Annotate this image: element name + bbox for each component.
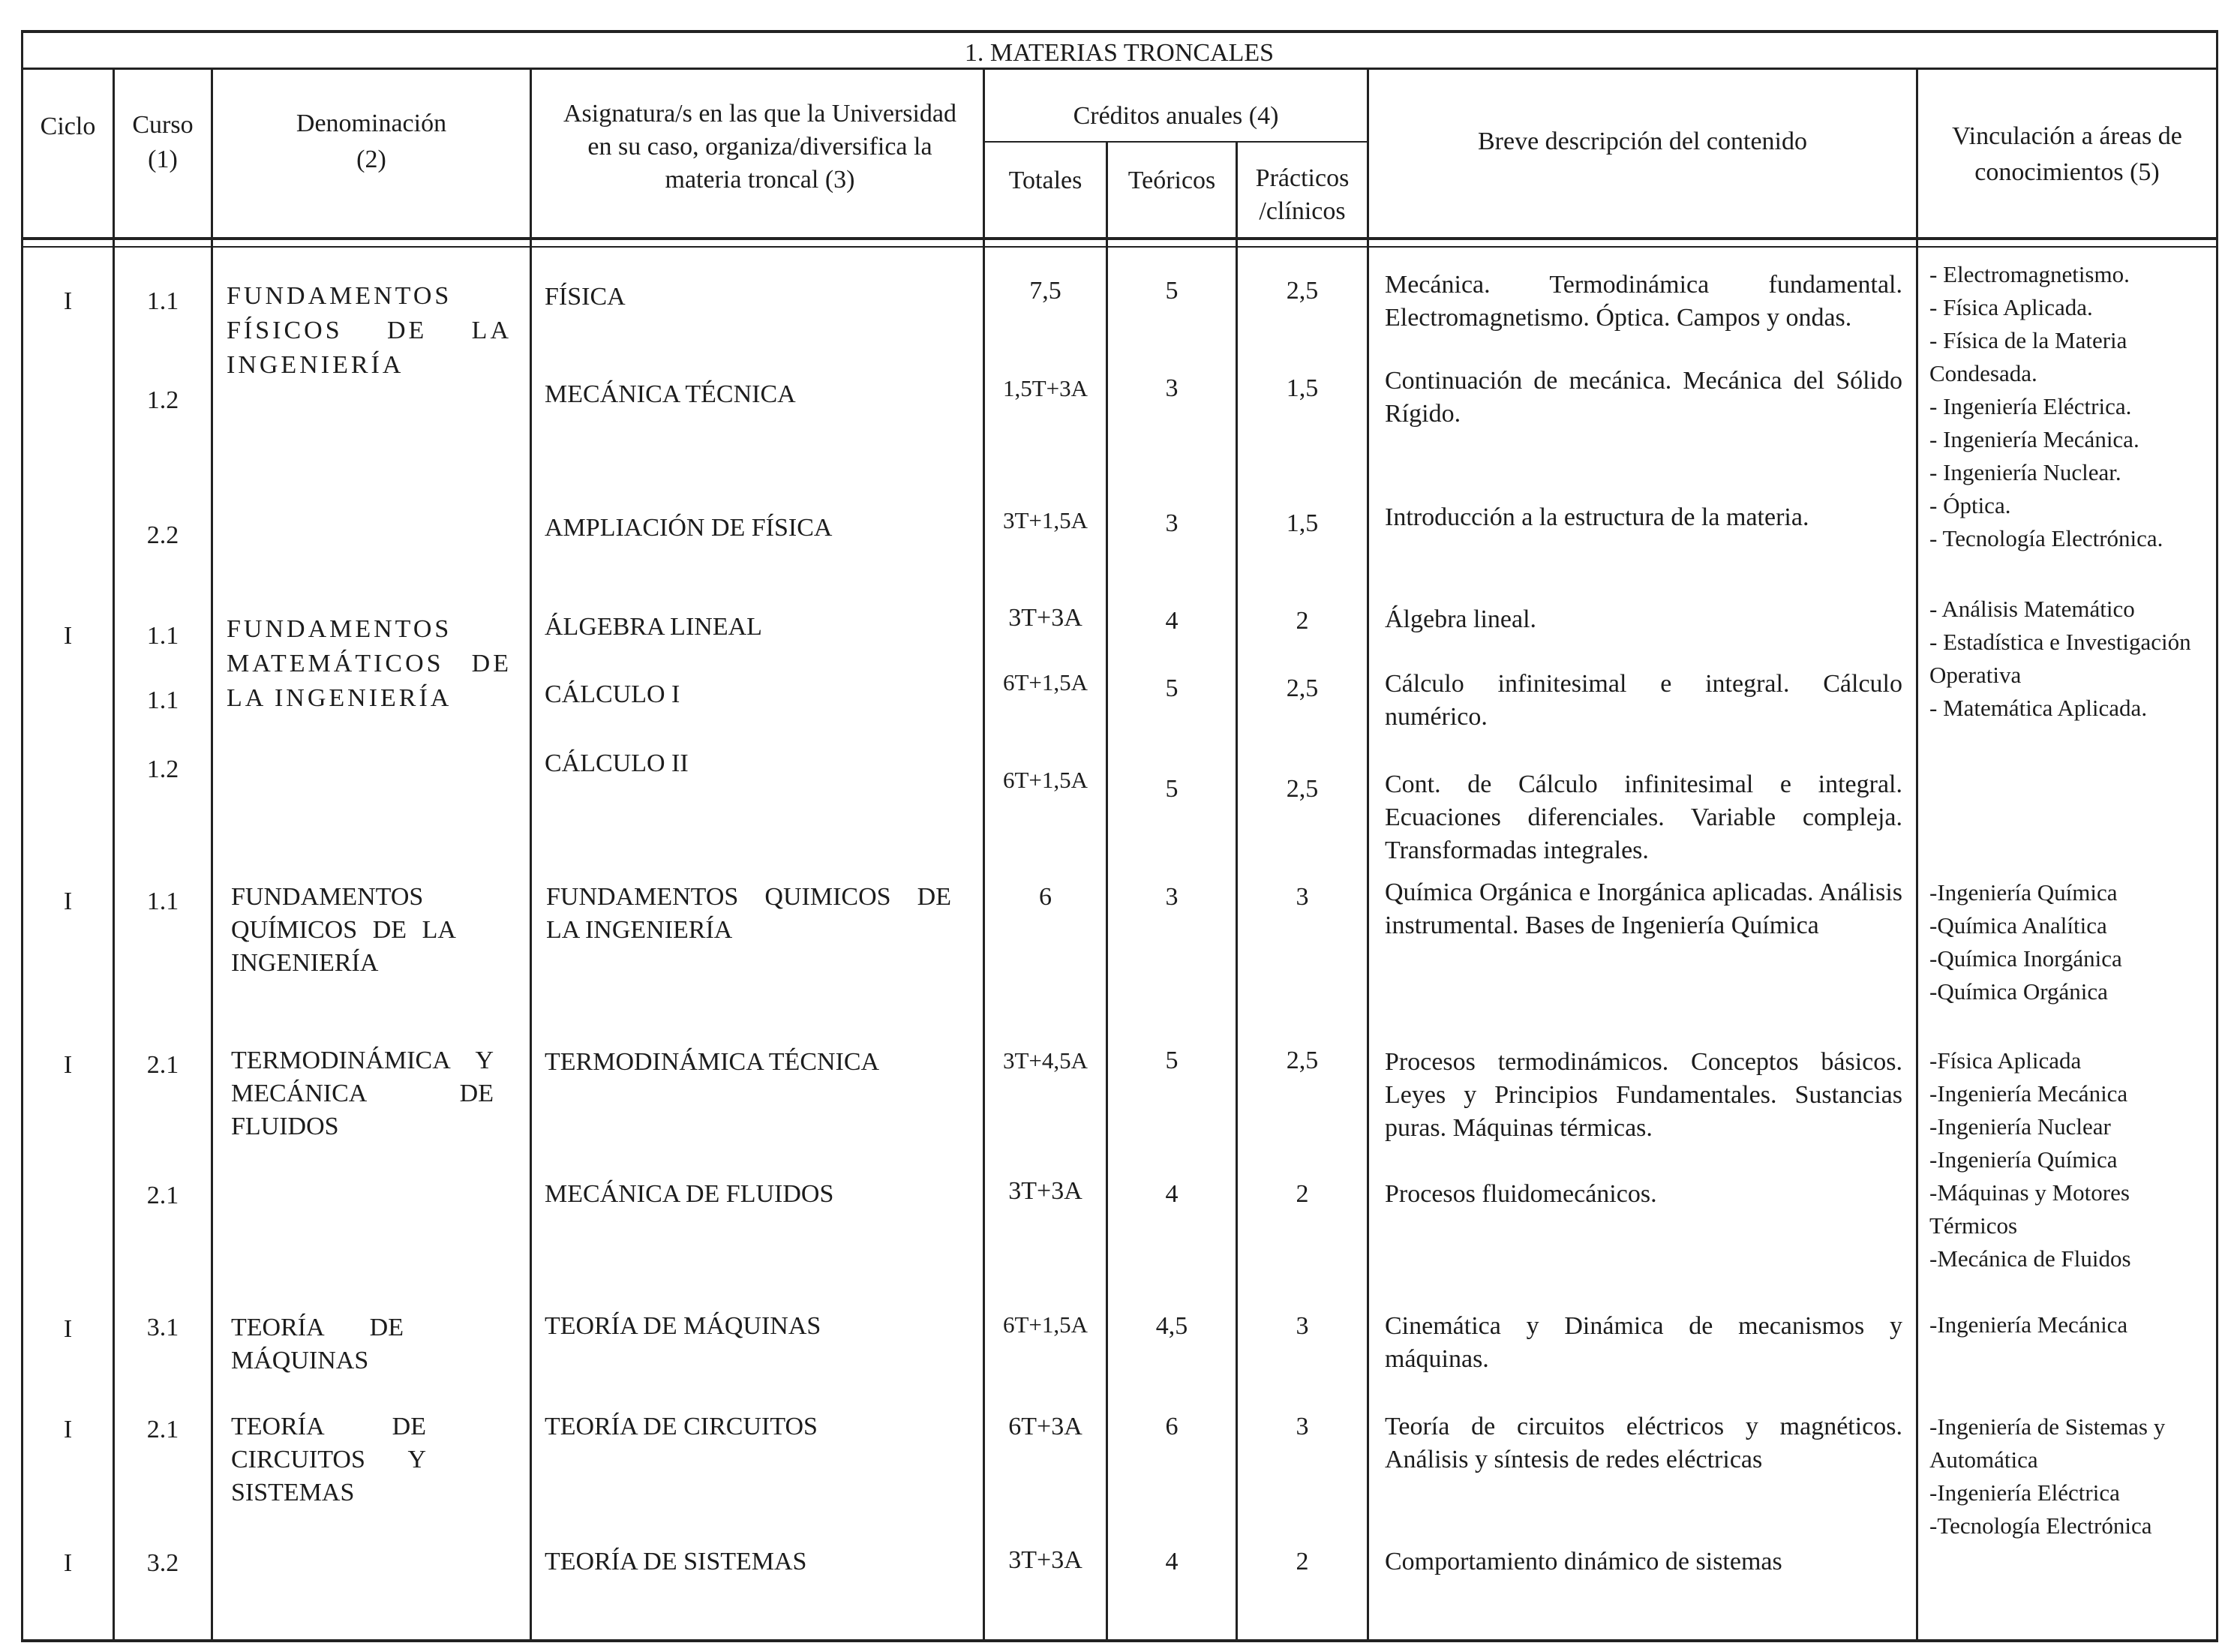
col-divider-descripcion bbox=[1916, 69, 1918, 1641]
totales-cell: 3T+3A bbox=[1008, 604, 1082, 632]
totales-cell: 6T+1,5A bbox=[1002, 767, 1088, 793]
col-divider-practicos bbox=[1367, 69, 1369, 1641]
area-item: -Ingeniería Mecánica bbox=[1929, 1311, 2128, 1338]
descripcion-cell: Química Orgánica e Inorgánica aplicadas. Análisis instrumental. Bases de Ingeniería Química bbox=[1385, 879, 1902, 939]
teoricos-cell: 5 bbox=[1165, 775, 1179, 803]
area-item: - Tecnología Electrónica. bbox=[1929, 525, 2163, 551]
curso-cell: 2.1 bbox=[146, 1416, 179, 1443]
practicos-cell: 1,5 bbox=[1286, 374, 1319, 402]
practicos-cell: 2 bbox=[1296, 607, 1309, 635]
practicos-cell: 3 bbox=[1296, 1312, 1309, 1340]
curso-cell: 2.2 bbox=[146, 521, 179, 549]
asignatura-cell: TEORÍA DE MÁQUINAS bbox=[545, 1312, 821, 1340]
curso-cell: 2.1 bbox=[146, 1051, 179, 1079]
area-item: -Ingeniería Nuclear bbox=[1929, 1113, 2111, 1140]
area-item: -Química Analítica bbox=[1929, 912, 2107, 939]
area-item: - Física de la Materia Condesada. bbox=[1929, 327, 2127, 386]
header-vinculacion: Vinculación a áreas de conocimientos (5) bbox=[1952, 122, 2182, 186]
curso-cell: 1.2 bbox=[146, 755, 179, 783]
area-item: -Mecánica de Fluidos bbox=[1929, 1245, 2131, 1272]
area-item: - Estadística e Investigación Operativa bbox=[1929, 629, 2191, 688]
table-border-top bbox=[21, 30, 2217, 33]
teoricos-cell: 6 bbox=[1165, 1413, 1179, 1440]
header-ciclo: Ciclo bbox=[40, 113, 96, 140]
practicos-cell: 2,5 bbox=[1286, 277, 1319, 305]
practicos-cell: 2 bbox=[1296, 1548, 1309, 1575]
asignatura-cell: AMPLIACIÓN DE FÍSICA bbox=[545, 514, 833, 542]
col-divider-denominacion bbox=[530, 69, 532, 1641]
denominacion-cell: FUNDAMENTOS QUÍMICOS DE LA INGENIERÍA bbox=[231, 883, 456, 977]
curso-cell: 2.1 bbox=[146, 1182, 179, 1209]
teoricos-cell: 4 bbox=[1165, 1548, 1179, 1575]
areas-list bbox=[1929, 1044, 2207, 1275]
header-curso-note: (1) bbox=[148, 146, 178, 173]
teoricos-cell: 3 bbox=[1165, 374, 1179, 402]
header-curso: Curso bbox=[132, 111, 194, 139]
header-rule-bottom bbox=[21, 237, 2217, 240]
descripcion-cell: Cálculo infinitesimal e integral. Cálculo numérico. bbox=[1385, 670, 1902, 731]
header-denominacion: Denominación bbox=[296, 110, 447, 137]
asignatura-cell: MECÁNICA DE FLUIDOS bbox=[545, 1180, 834, 1208]
teoricos-cell: 5 bbox=[1165, 277, 1179, 305]
table-title: 1. MATERIAS TRONCALES bbox=[964, 39, 1275, 67]
descripcion-cell: Procesos termodinámicos. Conceptos básicos. Leyes y Principios Fundamentales. Sustancias puras. Máquinas térmicas. bbox=[1385, 1048, 1902, 1142]
totales-cell: 1,5T+3A bbox=[1002, 375, 1088, 401]
areas-list bbox=[1929, 1410, 2207, 1542]
areas-list bbox=[1929, 593, 2207, 725]
table-border-bottom bbox=[21, 1639, 2217, 1642]
curso-cell: 3.1 bbox=[146, 1314, 179, 1341]
totales-cell: 3T+4,5A bbox=[1002, 1047, 1088, 1074]
header-creditos: Créditos anuales (4) bbox=[1073, 102, 1279, 130]
practicos-cell: 3 bbox=[1296, 883, 1309, 911]
totales-cell: 6 bbox=[1039, 883, 1052, 911]
body-rule-top bbox=[21, 246, 2217, 248]
area-item: -Ingeniería Química bbox=[1929, 1146, 2118, 1173]
header-denominacion-note: (2) bbox=[356, 146, 386, 173]
descripcion-cell: Continuación de mecánica. Mecánica del Sólido Rígido. bbox=[1385, 367, 1902, 428]
asignatura-cell: MECÁNICA TÉCNICA bbox=[545, 380, 796, 408]
curso-cell: 1.1 bbox=[146, 287, 179, 315]
area-item: -Química Inorgánica bbox=[1929, 945, 2122, 972]
area-item: -Ingeniería Mecánica bbox=[1929, 1080, 2128, 1107]
area-item: -Química Orgánica bbox=[1929, 978, 2108, 1005]
descripcion-cell: Introducción a la estructura de la materia. bbox=[1385, 503, 1809, 531]
table-border-right bbox=[2216, 30, 2218, 1642]
header-descripcion: Breve descripción del contenido bbox=[1477, 128, 1807, 155]
table-border-left bbox=[21, 30, 23, 1642]
curso-cell: 3.2 bbox=[146, 1549, 179, 1577]
practicos-cell: 2,5 bbox=[1286, 1047, 1319, 1074]
col-divider-curso bbox=[211, 69, 213, 1641]
practicos-cell: 2 bbox=[1296, 1180, 1309, 1208]
totales-cell: 3T+1,5A bbox=[1002, 507, 1088, 533]
teoricos-cell: 4,5 bbox=[1155, 1312, 1188, 1340]
descripcion-cell: Comportamiento dinámico de sistemas bbox=[1385, 1548, 1782, 1575]
descripcion-cell: Cont. de Cálculo infinitesimal e integral. Ecuaciones diferenciales. Variable compleja. Transformadas integrales. bbox=[1385, 770, 1902, 864]
credits-subrule bbox=[983, 141, 1368, 143]
descripcion-cell: Teoría de circuitos eléctricos y magnéticos. Análisis y síntesis de redes eléctricas bbox=[1385, 1413, 1902, 1473]
ciclo-cell: I bbox=[63, 888, 73, 915]
area-item: - Ingeniería Eléctrica. bbox=[1929, 393, 2132, 419]
area-item: -Máquinas y Motores Térmicos bbox=[1929, 1179, 2130, 1239]
area-item: - Óptica. bbox=[1929, 492, 2011, 518]
areas-list bbox=[1929, 258, 2207, 555]
curso-cell: 1.1 bbox=[146, 888, 179, 915]
area-item: - Física Aplicada. bbox=[1929, 294, 2093, 320]
practicos-cell: 3 bbox=[1296, 1413, 1309, 1440]
area-item: - Análisis Matemático bbox=[1929, 596, 2135, 622]
teoricos-cell: 4 bbox=[1165, 1180, 1179, 1208]
asignatura-cell: FUNDAMENTOS QUIMICOS DE LA INGENIERÍA bbox=[546, 883, 951, 944]
totales-cell: 3T+3A bbox=[1008, 1177, 1082, 1205]
ciclo-cell: I bbox=[63, 1051, 73, 1079]
descripcion-cell: Álgebra lineal. bbox=[1385, 605, 1537, 633]
asignatura-cell: TEORÍA DE CIRCUITOS bbox=[545, 1413, 818, 1440]
area-item: -Ingeniería de Sistemas y Automática bbox=[1929, 1413, 2166, 1473]
teoricos-cell: 5 bbox=[1165, 1047, 1179, 1074]
area-item: -Tecnología Electrónica bbox=[1929, 1512, 2152, 1539]
asignatura-cell: CÁLCULO II bbox=[545, 749, 689, 777]
area-item: -Física Aplicada bbox=[1929, 1047, 2082, 1074]
descripcion-cell: Cinemática y Dinámica de mecanismos y máquinas. bbox=[1385, 1312, 1902, 1373]
curso-cell: 1.1 bbox=[146, 622, 179, 650]
denominacion-cell: TEORÍA DE MÁQUINAS bbox=[231, 1314, 404, 1374]
areas-list bbox=[1929, 876, 2207, 1008]
teoricos-cell: 5 bbox=[1165, 674, 1179, 702]
area-item: - Electromagnetismo. bbox=[1929, 261, 2130, 287]
descripcion-cell: Mecánica. Termodinámica fundamental. Electromagnetismo. Óptica. Campos y ondas. bbox=[1385, 271, 1902, 332]
header-practicos: Prácticos /clínicos bbox=[1255, 164, 1350, 225]
ciclo-cell: I bbox=[63, 622, 73, 650]
header-teoricos: Teóricos bbox=[1128, 167, 1216, 194]
teoricos-cell: 4 bbox=[1165, 607, 1179, 635]
ciclo-cell: I bbox=[63, 287, 73, 315]
area-item: - Ingeniería Nuclear. bbox=[1929, 459, 2121, 485]
area-item: -Ingeniería Química bbox=[1929, 879, 2118, 906]
teoricos-cell: 3 bbox=[1165, 883, 1179, 911]
denominacion-cell: TEORÍA DE CIRCUITOS Y SISTEMAS bbox=[231, 1413, 426, 1506]
area-item: -Ingeniería Eléctrica bbox=[1929, 1479, 2120, 1506]
practicos-cell: 2,5 bbox=[1286, 674, 1319, 702]
ciclo-cell: I bbox=[63, 1315, 73, 1343]
totales-cell: 6T+1,5A bbox=[1002, 1311, 1088, 1338]
asignatura-cell: TERMODINÁMICA TÉCNICA bbox=[545, 1048, 880, 1076]
curso-cell: 1.1 bbox=[146, 686, 179, 714]
asignatura-cell: FÍSICA bbox=[545, 283, 626, 311]
header-totales: Totales bbox=[1008, 167, 1082, 194]
totales-cell: 3T+3A bbox=[1008, 1546, 1082, 1574]
descripcion-cell: Procesos fluidomecánicos. bbox=[1385, 1180, 1657, 1208]
area-item: - Ingeniería Mecánica. bbox=[1929, 426, 2139, 452]
asignatura-cell: ÁLGEBRA LINEAL bbox=[545, 613, 762, 641]
totales-cell: 6T+1,5A bbox=[1002, 669, 1088, 695]
ciclo-cell: I bbox=[63, 1416, 73, 1443]
denominacion-cell: FUNDAMENTOS MATEMÁTICOS DE LA INGENIERÍA bbox=[227, 615, 512, 712]
totales-cell: 6T+3A bbox=[1008, 1413, 1082, 1440]
curso-cell: 1.2 bbox=[146, 386, 179, 414]
practicos-cell: 2,5 bbox=[1286, 775, 1319, 803]
asignatura-cell: CÁLCULO I bbox=[545, 680, 680, 708]
totales-cell: 7,5 bbox=[1029, 277, 1061, 305]
denominacion-cell: TERMODINÁMICA Y MECÁNICA DE FLUIDOS bbox=[231, 1047, 494, 1140]
area-item: - Matemática Aplicada. bbox=[1929, 695, 2148, 721]
asignatura-cell: TEORÍA DE SISTEMAS bbox=[545, 1548, 807, 1575]
ciclo-cell: I bbox=[63, 1549, 73, 1577]
practicos-cell: 1,5 bbox=[1286, 509, 1319, 537]
areas-list bbox=[1929, 1308, 2207, 1341]
header-asignatura: Asignatura/s en las que la Universidad en su caso, organiza/diversifica la materia troncal (3) bbox=[563, 100, 957, 194]
denominacion-cell: FUNDAMENTOS FÍSICOS DE LA INGENIERÍA bbox=[227, 282, 512, 379]
teoricos-cell: 3 bbox=[1165, 509, 1179, 537]
